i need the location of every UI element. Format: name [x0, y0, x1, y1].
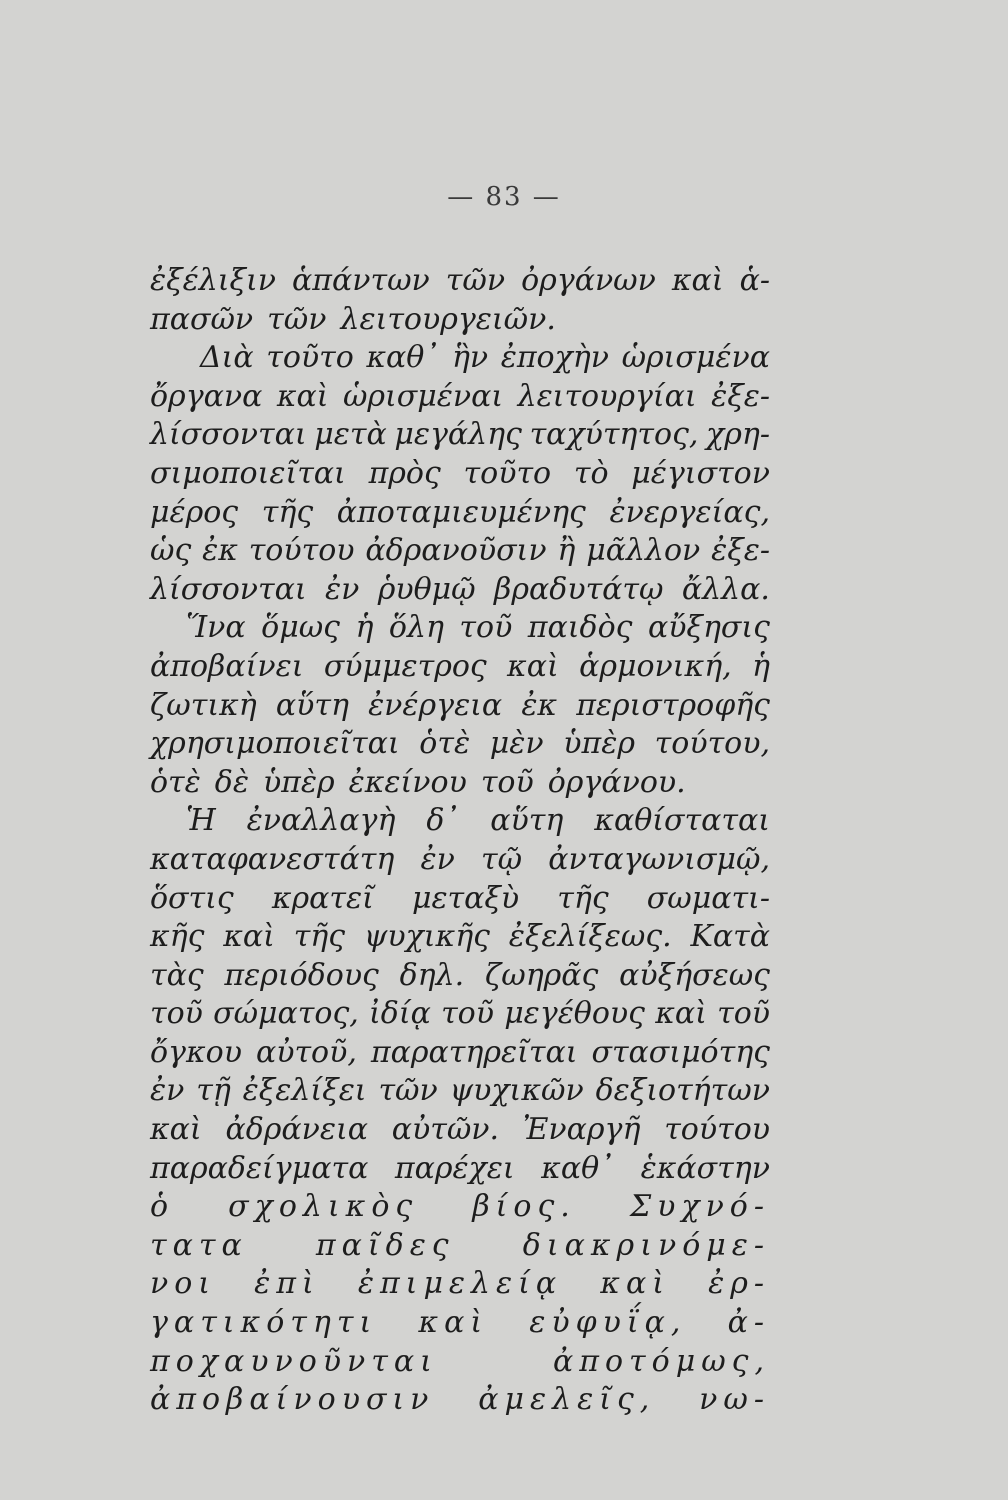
word: καὶ [276, 378, 329, 414]
word: χρη- [706, 417, 770, 453]
word: καὶ [507, 648, 559, 684]
word: ψυχικῶν [449, 1073, 584, 1109]
word: τοῦ [480, 764, 534, 800]
word: χρησιμοποιεῖται [150, 726, 400, 762]
word: τοῦ [150, 996, 203, 1032]
word: δηλ. [399, 957, 465, 993]
word: τοῦτο [463, 455, 552, 491]
word: αὐτῶν. [391, 1112, 500, 1148]
word: περιστροφῆς [576, 687, 770, 723]
word: ἀποτόμως, [553, 1343, 770, 1379]
word: ἐκ [521, 687, 558, 723]
word: σιμοποιεῖται [150, 455, 346, 491]
word: τοῦτο [266, 340, 354, 376]
word: ἐξέλιξιν [150, 263, 277, 298]
word: τοῦ [717, 996, 770, 1032]
text-line [150, 532, 770, 571]
body-text [150, 262, 770, 1420]
text-line [150, 1304, 770, 1343]
word: παῖδες [315, 1227, 455, 1263]
word: ἁπάντων [292, 263, 430, 298]
text-line [150, 841, 770, 880]
word: καταφανεστάτη [150, 841, 395, 877]
word: ἐξε- [711, 378, 770, 414]
text-line [150, 1227, 770, 1266]
word: τούτου [664, 1112, 770, 1148]
word: βίος. [472, 1189, 576, 1225]
word: τῶν [267, 301, 327, 337]
page-number: — 83 — [447, 182, 561, 212]
word: τοῦ [459, 610, 513, 646]
word: ἐναλλαγὴ [246, 803, 396, 839]
word: ἑκάστην [640, 1150, 770, 1186]
word: σύμμετρος [323, 648, 487, 684]
word: μεγέθους [504, 996, 645, 1032]
word: κρατεῖ [271, 880, 374, 916]
word: δ᾽ [426, 803, 460, 839]
word: λειτουργίαι [517, 378, 697, 414]
word: ἐρ- [708, 1266, 770, 1302]
word: ὡς [150, 533, 192, 569]
word: αὐξήσεως [619, 957, 770, 993]
word: διακρινόμε- [522, 1227, 770, 1263]
word: ἡ [355, 610, 374, 646]
word: ἀ- [727, 1305, 770, 1341]
text-line [150, 1150, 770, 1189]
text-line [150, 1072, 770, 1111]
text-line [150, 995, 770, 1034]
word: ὅλη [388, 610, 444, 646]
word: Διὰ [200, 340, 254, 376]
word: Ἵνα [186, 610, 246, 646]
word: σωματι- [646, 880, 770, 916]
text-line [150, 880, 770, 919]
word: ὑπὲρ [563, 726, 635, 762]
word: τῆς [261, 494, 314, 530]
word: καὶ [600, 1266, 670, 1302]
word: πασῶν [150, 301, 254, 337]
word: καθίσταται [594, 803, 770, 839]
word: ἀνταγωνισμῷ, [548, 841, 770, 877]
word: Κατὰ [690, 919, 770, 955]
word: ὁτὲ [150, 764, 201, 800]
text-line [150, 957, 770, 996]
word: ἐνεργείας, [609, 494, 770, 530]
text-line [150, 918, 770, 957]
word: ἀδράνεια [225, 1112, 369, 1148]
word: ὄγκου [150, 1034, 242, 1070]
word: ἐν [420, 841, 455, 877]
word: ἀποταμιευμένης [336, 494, 586, 530]
word: παιδὸς [527, 610, 633, 646]
word: ἐν [150, 1073, 185, 1109]
text-line [150, 687, 770, 726]
word: τῇ [196, 1073, 231, 1109]
word: περιόδους [224, 957, 379, 993]
text-line [150, 1381, 770, 1420]
text-line [150, 378, 770, 417]
word: ποχαυνοῦνται [150, 1343, 438, 1379]
text-line [150, 1188, 770, 1227]
word: τῷ [481, 841, 523, 877]
word: ζωτικὴ [150, 687, 257, 723]
text-line [150, 262, 770, 301]
word: αὔξησις [647, 610, 770, 646]
word: ἐποχὴν [500, 340, 609, 376]
text-line [150, 1343, 770, 1382]
word: ἐκείνου [348, 764, 467, 800]
word: ἀποβαίνουσιν [150, 1382, 435, 1418]
word: σώματος, [213, 996, 359, 1032]
word: αὕτη [275, 687, 349, 723]
word: ἐνέργεια [368, 687, 503, 723]
word: ἣν [451, 340, 489, 376]
word: μέρος [150, 494, 239, 530]
word: ἰδίᾳ [369, 996, 431, 1032]
word: νω- [699, 1382, 770, 1418]
word: μᾶλλον [586, 533, 701, 569]
word: ζωηρᾶς [484, 957, 599, 993]
text-line [150, 1111, 770, 1150]
word: ὄργανα [150, 378, 263, 414]
word: ὀργάνου. [547, 764, 686, 800]
word: ὁ [150, 1189, 175, 1225]
word: δεξιοτήτων [595, 1073, 770, 1109]
word: μέγιστον [631, 455, 770, 491]
word: Ἐναργῆ [522, 1112, 641, 1148]
text-line [150, 1265, 770, 1304]
text-line [150, 648, 770, 687]
word: ὅμως [261, 610, 340, 646]
text-line [150, 339, 770, 378]
word: λειτουργειῶν. [340, 301, 556, 337]
word: καὶ [223, 919, 275, 955]
word: μὲν [489, 726, 544, 762]
text-line [150, 802, 770, 841]
word: καὶ [150, 1112, 202, 1148]
word: τῆς [557, 880, 609, 916]
word: ἐπιμελείᾳ [357, 1266, 563, 1302]
word: ψυχικῆς [363, 919, 490, 955]
word: ἐξε- [711, 533, 770, 569]
word: ταχύτητος, [529, 417, 699, 453]
word: ἀποβαίνει [150, 648, 304, 684]
word: ὅστις [150, 880, 234, 916]
text-line [150, 1034, 770, 1073]
word: καὶ [671, 263, 724, 298]
word: ἐν [325, 571, 360, 607]
word: ἡ [752, 648, 770, 684]
word: καθ᾽ [541, 1150, 615, 1186]
word: μετὰ [314, 417, 387, 453]
word: σχολικὸς [228, 1189, 419, 1225]
word: παρατηρεῖται [370, 1034, 578, 1070]
word: λίσσονται [150, 417, 307, 453]
word: αὕτη [490, 803, 564, 839]
word: τῆς [293, 919, 346, 955]
word: τούτου [248, 533, 355, 569]
word: ἄλλα. [681, 571, 770, 607]
word: παραδείγματα [150, 1150, 369, 1186]
text-line [150, 764, 770, 803]
word: ὀργάνων [521, 263, 656, 298]
word: αὐτοῦ, [255, 1034, 357, 1070]
text-line [150, 609, 770, 648]
word: τὰς [150, 957, 204, 993]
word: νοι [150, 1266, 217, 1302]
word: ἀδρανοῦσιν [365, 533, 547, 569]
word: ἐκ [202, 533, 238, 569]
word: εὐφυΐᾳ, [529, 1305, 687, 1341]
word: τὸ [573, 455, 609, 491]
word: ὁτὲ [419, 726, 471, 762]
word: βραδυτάτῳ [494, 571, 664, 607]
word: ἢ [557, 533, 576, 569]
text-line [150, 725, 770, 764]
word: παρέχει [394, 1150, 515, 1186]
word: δὲ [214, 764, 249, 800]
text-line [150, 301, 770, 340]
word: τατα [150, 1227, 248, 1263]
word: τοῦ [441, 996, 494, 1032]
word: ἀμελεῖς, [478, 1382, 656, 1418]
text-line [150, 494, 770, 533]
word: Ἡ [186, 803, 216, 839]
word: τούτου, [654, 726, 770, 762]
text-line [150, 416, 770, 455]
word: τῶν [445, 263, 506, 298]
word: ὑπὲρ [262, 764, 335, 800]
word: πρὸς [368, 455, 441, 491]
word: ἐπὶ [254, 1266, 320, 1302]
word: ῥυθμῷ [377, 571, 476, 607]
word: μεταξὺ [411, 880, 520, 916]
word: Συχνό- [629, 1189, 770, 1225]
word: ἁρμονική, [579, 648, 732, 684]
text-line [150, 455, 770, 494]
word: καθ᾽ [366, 340, 440, 376]
word: ὡρισμένα [621, 340, 770, 376]
word: καὶ [418, 1305, 489, 1341]
word: μεγάλης [394, 417, 522, 453]
word: λίσσονται [150, 571, 307, 607]
text-line [150, 571, 770, 610]
word: γατικότητι [150, 1305, 378, 1341]
word: καὶ [655, 996, 707, 1032]
word: κῆς [150, 919, 205, 955]
word: ἐξελίξεως. [508, 919, 672, 955]
word: ἐξελίξει [242, 1073, 367, 1109]
word: ἁ- [739, 263, 770, 298]
word: ὡρισμέναι [342, 378, 504, 414]
word: στασιμότης [591, 1034, 770, 1070]
word: τῶν [378, 1073, 438, 1109]
